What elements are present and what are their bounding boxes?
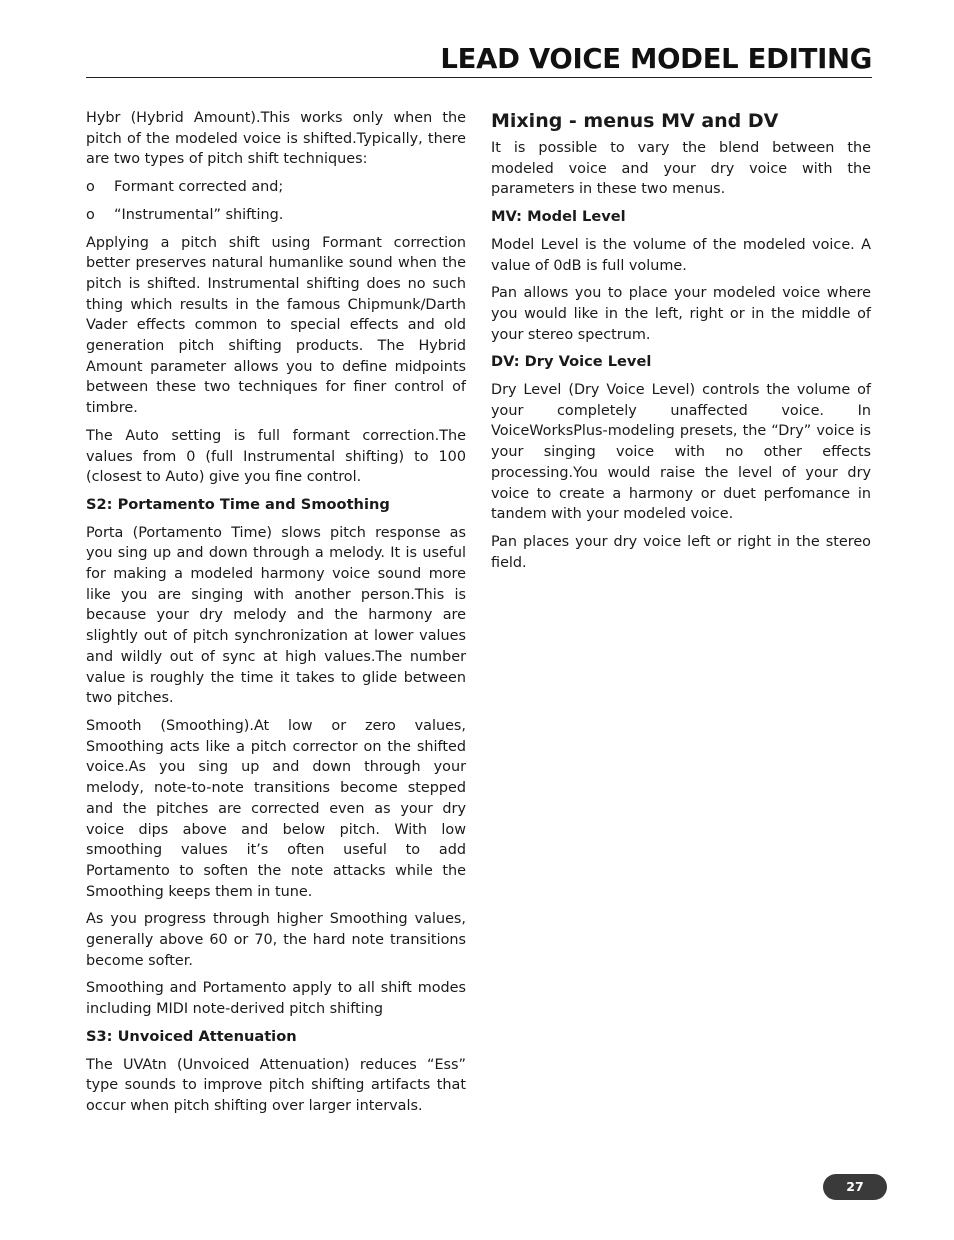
smoothing-paragraph: Smooth (Smoothing).At low or zero values, Smoothing acts like a pitch corrector on the shifted voice.As you sing up and down through your melody, note-to-note transitions become stepped and the pitches are corrected even as your dry voice dips above and below pitch. With low smoothing values it’s often useful to add Portamento to soften the note attacks while the Smoothing keeps them in tune. <box>86 717 466 900</box>
mixing-heading: Mixing - menus MV and DV <box>491 110 779 132</box>
model-level-paragraph: Model Level is the volume of the modeled voice. A value of 0dB is full volume. <box>491 236 871 274</box>
bullet-mark: o <box>86 179 95 196</box>
s2-heading: S2: Portamento Time and Smoothing <box>86 495 390 513</box>
auto-setting-paragraph: The Auto setting is full formant correction.The values from 0 (full Instrumental shifting) to 100 (closest to Auto) give you fine control. <box>86 427 466 486</box>
bullet-text: Formant corrected and; <box>114 179 284 196</box>
bullet-item <box>86 177 466 198</box>
shift-modes-paragraph: Smoothing and Portamento apply to all shift modes including MIDI note-derived pitch shifting <box>86 980 466 1018</box>
higher-smoothing-paragraph: As you progress through higher Smoothing values, generally above 60 or 70, the hard note transitions become softer. <box>86 911 466 969</box>
bullet-mark: o <box>86 206 95 223</box>
model-pan-paragraph: Pan allows you to place your modeled voice where you would like in the left, right or in the middle of your stereo spectrum. <box>491 285 871 343</box>
right-column <box>491 108 871 580</box>
mixing-intro-paragraph: It is possible to vary the blend between the modeled voice and your dry voice with the parameters in these two menus. <box>491 140 871 198</box>
formant-paragraph: Applying a pitch shift using Formant correction better preserves natural humanlike sound when the pitch is shifted. Instrumental shifting does no such thing which results in the famous Chipmunk/Darth Vader effects common to special effects and old generation pitch shifting products. The Hybrid Amount parameter allows you to define midpoints between these two techniques for finer control of timbre. <box>86 234 466 417</box>
hybrid-amount-paragraph: Hybr (Hybrid Amount).This works only when the pitch of the modeled voice is shifted.Typically, there are two types of pitch shift techniques: <box>86 110 466 168</box>
bullet-text: “Instrumental” shifting. <box>114 206 284 223</box>
dry-pan-paragraph: Pan places your dry voice left or right in the stereo field. <box>491 533 871 571</box>
title-rule <box>86 77 872 78</box>
page-number-badge: 27 <box>823 1174 887 1200</box>
portamento-paragraph: Porta (Portamento Time) slows pitch response as you sing up and down through a melody. It is useful for making a modeled harmony voice sound more like you are singing with another person.This is because your dry melody and the harmony are slightly out of pitch synchronization at lower values and wildly out of sync at high values.The number value is roughly the time it takes to glide between two pitches. <box>86 524 466 707</box>
dv-heading: DV: Dry Voice Level <box>491 353 652 371</box>
bullet-item <box>86 205 466 226</box>
mv-heading: MV: Model Level <box>491 208 626 226</box>
s3-heading: S3: Unvoiced Attenuation <box>86 1027 297 1045</box>
left-column <box>86 108 466 1124</box>
page-title: LEAD VOICE MODEL EDITING <box>440 43 872 75</box>
unvoiced-attenuation-paragraph: The UVAtn (Unvoiced Attenuation) reduces “Ess” type sounds to improve pitch shifting artifacts that occur when pitch shifting over larger intervals. <box>86 1056 466 1114</box>
dry-level-paragraph: Dry Level (Dry Voice Level) controls the volume of your completely unaffected voice. In VoiceWorksPlus-modeling presets, the “Dry” voice is your singing voice with no other effects processing.You would raise the level of your dry voice to create a harmony or duet perfomance in tandem with your modeled voice. <box>491 382 871 523</box>
